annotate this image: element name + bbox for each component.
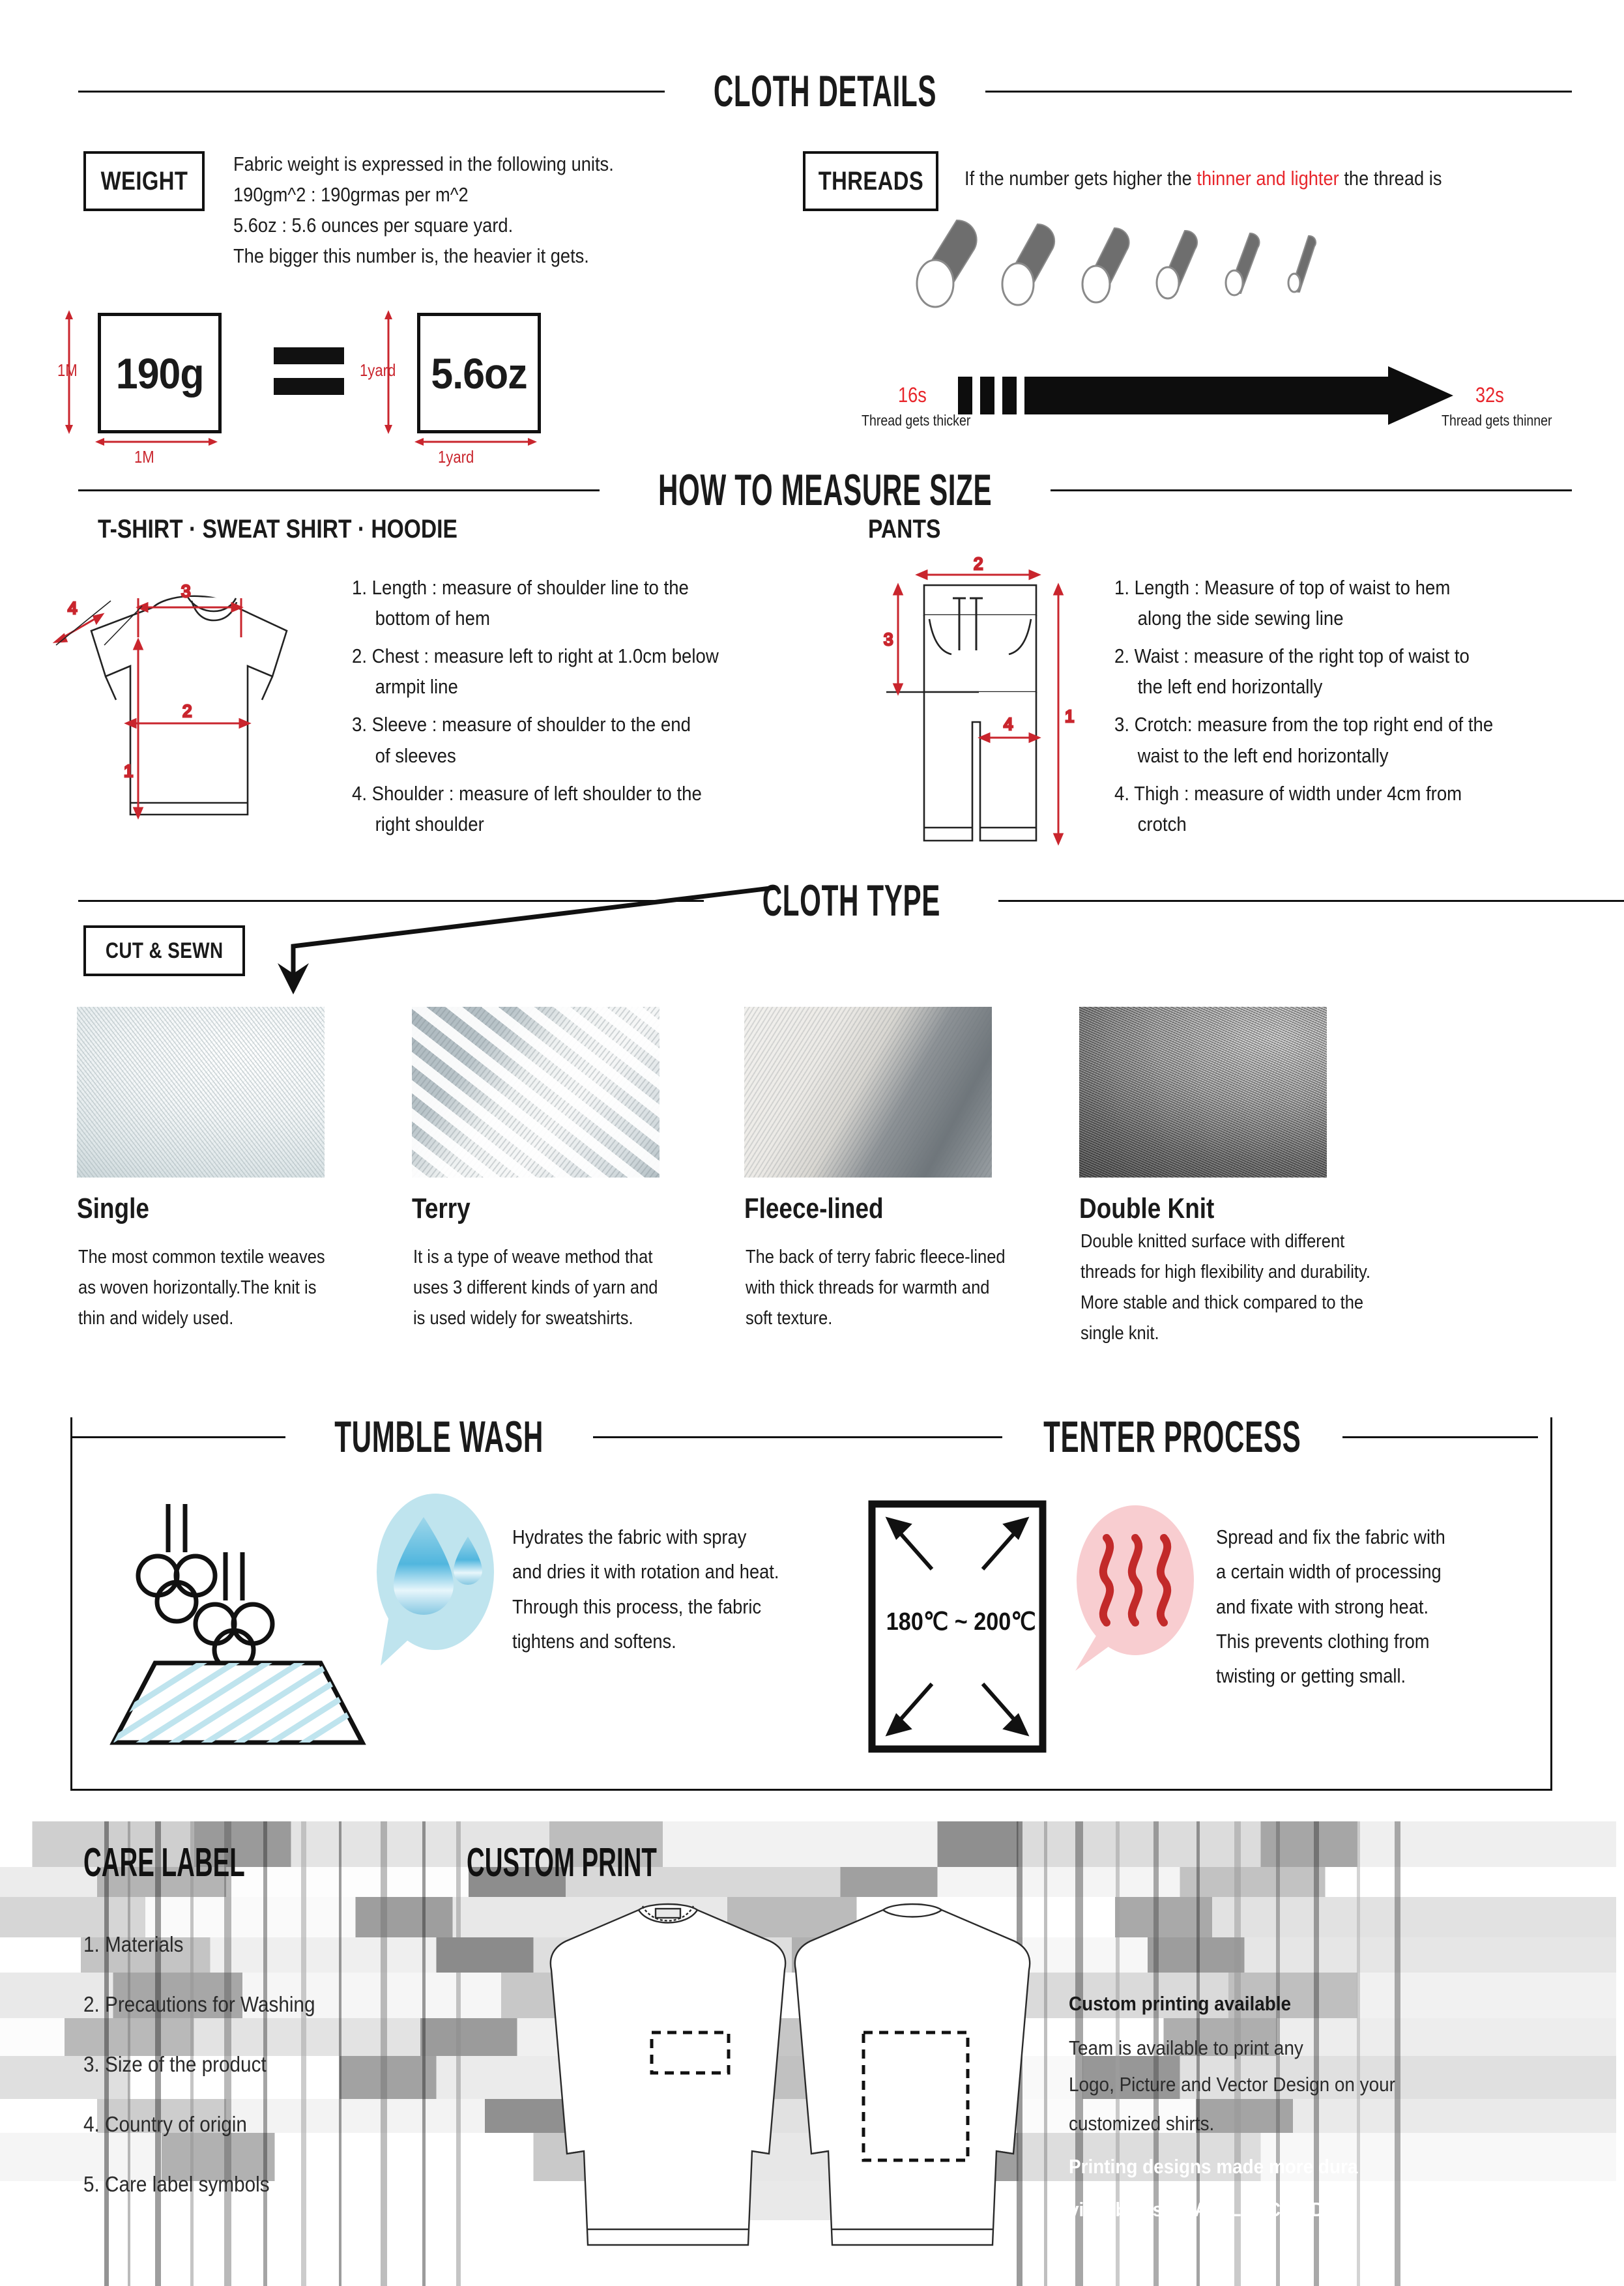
header-rule-left-2 (78, 489, 600, 491)
heat-waves-icon (1095, 1533, 1186, 1630)
imperial-weight-value: 5.6oz (431, 349, 527, 398)
weight-line-1: Fabric weight is expressed in the following units. (233, 152, 614, 175)
equals-sign-top (274, 347, 344, 364)
section-title-how-to-measure: HOW TO MEASURE SIZE (658, 465, 993, 515)
care-label-item-4: 4. Country of origin (83, 2112, 247, 2136)
pants-diagram (867, 554, 1127, 860)
measure-top-item-4: 4. Shoulder : measure of left shoulder to the right shoulder (352, 781, 702, 835)
fabric-desc-double-knit: Double knitted surface with different threads for high flexibility and durability. More stable and thick compared to the single knit. (1080, 1231, 1370, 1344)
threads-sentence: If the number gets higher the thinner and lighter the thread is (964, 167, 1442, 190)
sweatshirt-front-illustration (541, 1893, 795, 2264)
header-rule-left-4 (70, 1436, 285, 1438)
svg-text:4: 4 (1004, 714, 1013, 734)
measure-pants-title: PANTS (868, 515, 941, 543)
threads-highlight: thinner and lighter (1196, 167, 1339, 190)
measure-top-list (352, 572, 764, 846)
thread-cones-illustration (912, 215, 1434, 358)
section-title-tenter-process: TENTER PROCESS (1043, 1412, 1301, 1462)
svg-text:1: 1 (1065, 706, 1075, 726)
measure-top-item-2: 2. Chest : measure left to right at 1.0cm below armpit line (352, 644, 719, 699)
section-header-tumble-wash (70, 1412, 813, 1462)
cloth-type-pointer-arrow (254, 867, 789, 997)
fabric-image-terry (412, 1007, 660, 1178)
fabric-desc-fleece-lined: The back of terry fabric fleece-lined with thick threads for warmth and soft texture. (746, 1247, 1006, 1329)
custom-print-line-3: Logo, Picture and Vector Design on your (1069, 2073, 1395, 2096)
metric-width-label: 1M (134, 447, 154, 467)
weight-line-3: 5.6oz : 5.6 ounces per square yard. (233, 214, 514, 237)
thread-low-value: 16s (898, 383, 927, 407)
custom-print-line-1: Custom printing available (1069, 1992, 1292, 2015)
weight-tag-label: WEIGHT (100, 166, 188, 195)
care-label-item-3: 3. Size of the product (83, 2052, 267, 2076)
svg-text:3: 3 (884, 629, 893, 649)
metric-dimension-arrows (59, 306, 254, 456)
weight-description (233, 149, 665, 271)
svg-text:2: 2 (182, 701, 192, 721)
fabric-name-single: Single (77, 1193, 149, 1224)
tumble-wash-icon (98, 1492, 378, 1753)
header-rule-right-2 (1051, 489, 1572, 491)
fabric-name-terry: Terry (412, 1193, 471, 1224)
threads-description (964, 163, 1507, 194)
tenter-temperature-label: 180℃ ~ 200℃ (886, 1608, 1036, 1636)
cut-and-sewn-label: CUT & SEWN (105, 938, 224, 963)
care-label-item-1: 1. Materials (83, 1932, 184, 1956)
fabric-desc-single: The most common textile weaves as woven horizontally.The knit is thin and widely used. (78, 1247, 325, 1329)
fabric-image-single (77, 1007, 325, 1178)
svg-text:3: 3 (181, 581, 191, 601)
threads-tag (803, 151, 938, 211)
custom-print-line-2: Team is available to print any (1069, 2036, 1303, 2059)
measure-pants-item-2: 2. Waist : measure of the right top of waist to the left end horizontally (1114, 644, 1470, 699)
fabric-image-double-knit (1079, 1007, 1327, 1178)
thread-low-caption: Thread gets thicker (862, 412, 971, 429)
imperial-width-label: 1yard (438, 447, 474, 467)
measure-pants-list (1114, 572, 1540, 846)
cut-and-sewn-tag (83, 925, 245, 976)
header-rule-left (78, 91, 665, 93)
header-rule-right-3 (998, 900, 1624, 902)
thread-high-value: 32s (1475, 383, 1504, 407)
header-rule-right (985, 91, 1572, 93)
fabric-image-fleece-lined (744, 1007, 992, 1178)
care-label-item-5: 5. Care label symbols (83, 2172, 270, 2196)
measure-top-title: T-SHIRT · SWEAT SHIRT · HOODIE (98, 515, 457, 543)
fabric-name-double-knit: Double Knit (1079, 1193, 1215, 1224)
measure-top-item-3: 3. Sleeve : measure of shoulder to the end of sleeves (352, 713, 691, 767)
tenter-process-description: Spread and fix the fabric with a certain width of processing and fixate with strong heat. This prevents clothing from twisting or getting small. (1216, 1526, 1445, 1688)
section-title-cloth-type: CLOTH TYPE (762, 876, 940, 925)
header-rule-right-4 (593, 1436, 808, 1438)
section-header-how-to-measure (78, 465, 1538, 515)
fabric-name-fleece-lined: Fleece-lined (744, 1193, 884, 1224)
section-title-tumble-wash: TUMBLE WASH (334, 1412, 544, 1462)
measure-pants-item-1: 1. Length : Measure of top of waist to hem along the side sewing line (1114, 576, 1451, 630)
imperial-height-label: 1yard (360, 360, 396, 380)
metric-height-label: 1M (57, 360, 78, 380)
sweatshirt-back-illustration (785, 1893, 1039, 2264)
care-label-title: CARE LABEL (83, 1840, 245, 1885)
svg-text:2: 2 (974, 554, 983, 573)
weight-tag (83, 151, 205, 211)
thread-thickness-arrow (958, 365, 1473, 424)
threads-tag-label: THREADS (818, 166, 923, 195)
metric-weight-value: 190g (115, 349, 204, 398)
tumble-wash-description: Hydrates the fabric with spray and dries it with rotation and heat. Through this process, the fabric tightens and softens. (512, 1526, 779, 1653)
section-title-cloth-details: CLOTH DETAILS (713, 66, 937, 116)
header-rule-right-5 (1342, 1436, 1538, 1438)
header-rule-left-5 (807, 1436, 1002, 1438)
svg-text:1: 1 (124, 761, 134, 781)
custom-print-line-5: Printing designs made more dura (1069, 2155, 1358, 2178)
section-header-tenter-process (807, 1412, 1548, 1462)
custom-print-line-6: vivid by using AVALANCHE DTX (1069, 2198, 1348, 2221)
measure-pants-item-3: 3. Crotch: measure from the top right end of the waist to the left end horizontally (1114, 713, 1494, 767)
bottom-glitch-band (0, 1821, 1616, 2286)
thread-high-caption: Thread gets thinner (1442, 412, 1552, 429)
svg-text:4: 4 (68, 598, 78, 618)
care-label-item-2: 2. Precautions for Washing (83, 1992, 315, 2016)
measure-pants-item-4: 4. Thigh : measure of width under 4cm from crotch (1114, 781, 1462, 835)
fabric-desc-terry: It is a type of weave method that uses 3 different kinds of yarn and is used widely for sweatshirts. (413, 1247, 658, 1329)
custom-print-title: CUSTOM PRINT (467, 1840, 657, 1885)
water-drop-icon (391, 1512, 489, 1642)
equals-sign-bottom (274, 378, 344, 395)
imperial-dimension-arrows (378, 306, 573, 456)
weight-line-4: The bigger this number is, the heavier it gets. (233, 244, 589, 268)
custom-print-line-4: customized shirts. (1069, 2112, 1215, 2135)
section-header-cloth-details (78, 66, 1538, 116)
weight-line-2: 190gm^2 : 190grmas per m^2 (233, 183, 469, 207)
tshirt-diagram (39, 560, 352, 873)
measure-top-item-1: 1. Length : measure of shoulder line to the bottom of hem (352, 576, 689, 630)
